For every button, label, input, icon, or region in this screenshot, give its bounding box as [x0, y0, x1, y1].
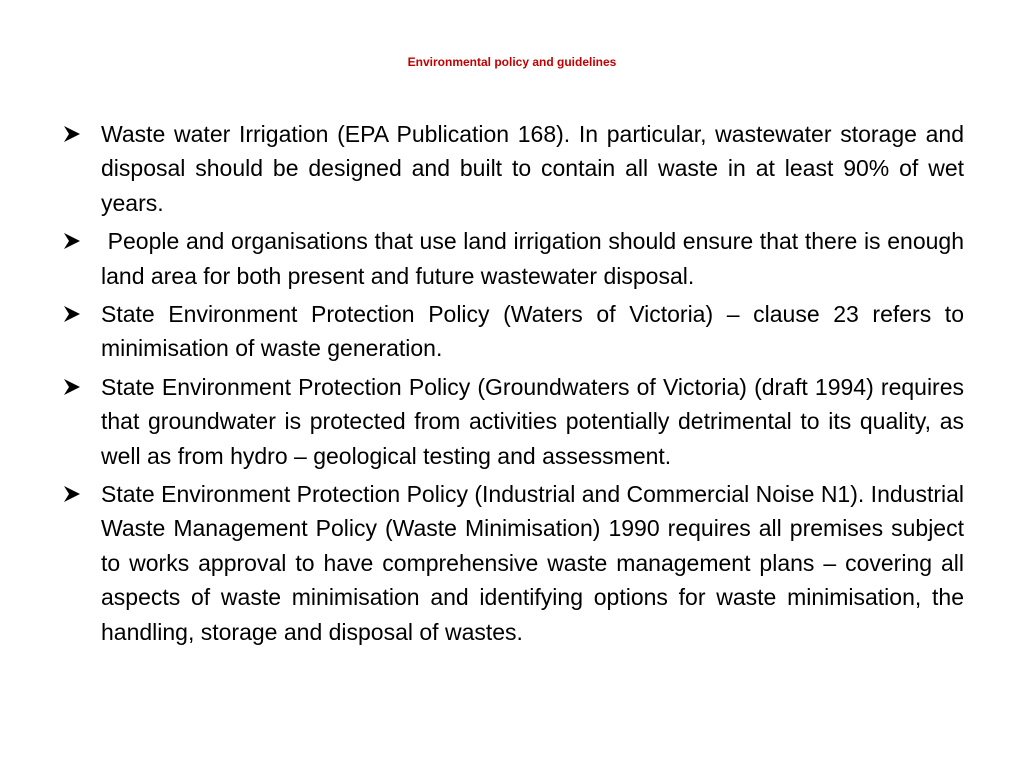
- arrowhead-bullet-icon: [63, 224, 83, 258]
- slide-title: Environmental policy and guidelines: [407, 55, 617, 69]
- arrowhead-bullet-icon: [63, 477, 83, 511]
- bullet-item: [60, 297, 964, 366]
- arrowhead-bullet-icon: [63, 297, 83, 331]
- bullet-text: State Environment Protection Policy (Waters of Victoria) – clause 23 refers to minimisation of waste generation.: [101, 301, 964, 362]
- bullet-item: [60, 224, 964, 293]
- bullet-item: [60, 117, 964, 220]
- bullet-text: People and organisations that use land irrigation should ensure that there is enough land area for both present and future wastewater disposal.: [101, 228, 964, 289]
- bullet-item: [60, 477, 964, 649]
- arrowhead-bullet-icon: [63, 370, 83, 404]
- bullet-text: State Environment Protection Policy (Groundwaters of Victoria) (draft 1994) requires that groundwater is protected from activities potentially detrimental to its quality, as well as from hydro – geological testing and assessment.: [101, 373, 964, 469]
- bullet-list: [60, 117, 964, 653]
- bullet-text: Waste water Irrigation (EPA Publication 168). In particular, wastewater storage and disposal should be designed and built to contain all waste in at least 90% of wet years.: [101, 121, 964, 216]
- bullet-text: State Environment Protection Policy (Industrial and Commercial Noise N1). Industrial Waste Management Policy (Waste Minimisation) 1990 requires all premises subject to works approval to have comprehensive waste management plans – covering all aspects of waste minimisation and identifying options for waste minimisation, the handling, storage and disposal of wastes.: [101, 481, 964, 645]
- arrowhead-bullet-icon: [63, 117, 83, 151]
- bullet-item: [60, 370, 964, 473]
